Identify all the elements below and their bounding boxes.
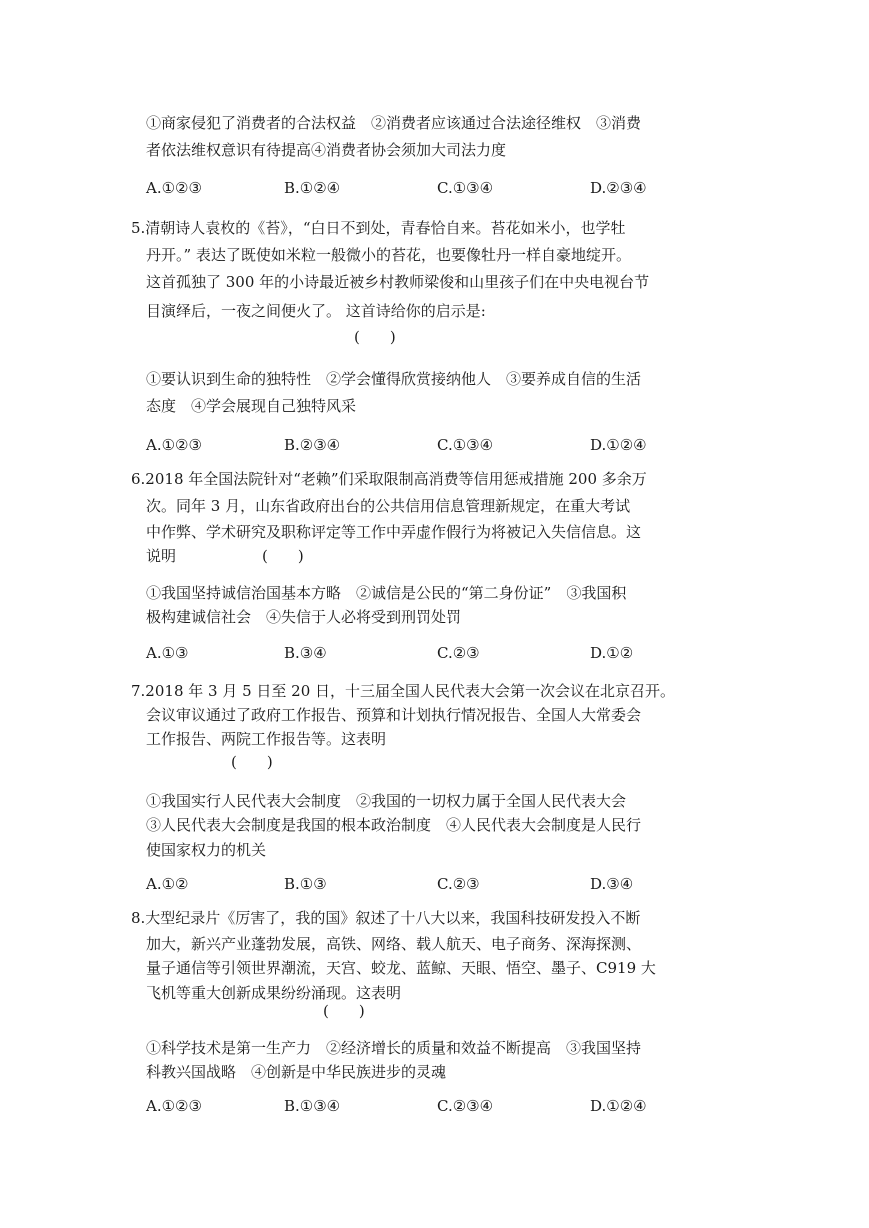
q5-stem-line-4: 目演绎后，一夜之间便火了。 这首诗给你的启示是: — [146, 302, 486, 320]
q6-statement-line-1: ①我国坚持诚信治国基本方略 ②诚信是公民的“第二身份证” ③我国积 — [146, 584, 627, 602]
q4-option-d[interactable]: D.②③④ — [590, 179, 647, 197]
q6-option-b[interactable]: B.③④ — [284, 644, 327, 662]
q7-statement-line-1: ①我国实行人民代表大会制度 ②我国的一切权力属于全国人民代表大会 — [146, 792, 627, 810]
q4-statement-line-1: ①商家侵犯了消费者的合法权益 ②消费者应该通过合法途径维权 ③消费 — [146, 114, 642, 132]
q8-statement-line-1: ①科学技术是第一生产力 ②经济增长的质量和效益不断提高 ③我国坚持 — [146, 1039, 642, 1057]
q8-stem-line-1: 8.大型纪录片《厉害了，我的国》叙述了十八大以来，我国科技研发投入不断 — [131, 909, 641, 927]
q6-stem-line-4: 说明 — [146, 547, 177, 565]
q8-option-c[interactable]: C.②③④ — [437, 1097, 494, 1115]
q4-option-a[interactable]: A.①②③ — [146, 179, 202, 197]
q6-stem-line-2: 次。同年 3 月，山东省政府出台的公共信用信息管理新规定，在重大考试 — [146, 497, 631, 515]
q5-option-c[interactable]: C.①③④ — [437, 436, 494, 454]
q4-option-c[interactable]: C.①③④ — [437, 179, 494, 197]
q6-statement-line-2: 极构建诚信社会 ④失信于人必将受到刑罚处罚 — [146, 608, 462, 626]
q7-stem-line-2: 会议审议通过了政府工作报告、预算和计划执行情况报告、全国人大常委会 — [146, 706, 642, 724]
q8-option-b[interactable]: B.①③④ — [284, 1097, 341, 1115]
q7-option-c[interactable]: C.②③ — [437, 875, 480, 893]
q7-statement-line-3: 使国家权力的机关 — [146, 841, 267, 859]
q5-statement-line-1: ①要认识到生命的独特性 ②学会懂得欣赏接纳他人 ③要养成自信的生活 — [146, 370, 642, 388]
q8-statement-line-2: 科教兴国战略 ④创新是中华民族进步的灵魂 — [146, 1063, 447, 1081]
q4-option-b[interactable]: B.①②④ — [284, 179, 341, 197]
q6-option-a[interactable]: A.①③ — [146, 644, 189, 662]
q5-option-d[interactable]: D.①②④ — [590, 436, 647, 454]
q7-statement-line-2: ③人民代表大会制度是我国的根本政治制度 ④人民代表大会制度是人民行 — [146, 816, 642, 834]
q8-stem-line-2: 加大，新兴产业蓬勃发展，高铁、网络、载人航天、电子商务、深海探测、 — [146, 935, 642, 953]
q7-answer-bracket: ( ) — [231, 753, 273, 771]
q7-stem-line-3: 工作报告、两院工作报告等。这表明 — [146, 730, 387, 748]
q7-option-d[interactable]: D.③④ — [590, 875, 634, 893]
q8-option-d[interactable]: D.①②④ — [590, 1097, 647, 1115]
q7-option-b[interactable]: B.①③ — [284, 875, 327, 893]
q7-option-a[interactable]: A.①② — [146, 875, 189, 893]
q6-stem-line-1: 6.2018 年全国法院针对“老赖”们采取限制高消费等信用惩戒措施 200 多余万 — [131, 470, 647, 488]
q5-stem-line-2: 丹开。” 表达了既使如米粒一般微小的苔花，也要像牡丹一样自豪地绽开。 — [146, 246, 631, 264]
q8-stem-line-4: 飞机等重大创新成果纷纷涌现。这表明 — [146, 984, 402, 1002]
q6-option-c[interactable]: C.②③ — [437, 644, 480, 662]
q8-stem-line-3: 量子通信等引领世界潮流，天宫、蛟龙、蓝鲸、天眼、悟空、墨子、C919 大 — [146, 959, 656, 977]
q5-stem-line-3: 这首孤独了 300 年的小诗最近被乡村教师梁俊和山里孩子们在中央电视台节 — [146, 273, 650, 291]
q5-statement-line-2: 态度 ④学会展现自己独特风采 — [146, 397, 357, 415]
q7-stem-line-1: 7.2018 年 3 月 5 日至 20 日，十三届全国人民代表大会第一次会议在北京召开。 — [131, 682, 676, 700]
q5-option-b[interactable]: B.②③④ — [284, 436, 341, 454]
q6-answer-bracket: ( ) — [262, 547, 304, 565]
q5-stem-line-1: 5.清朝诗人袁枚的《苔》，“白日不到处，青春恰自来。苔花如米小，也学牡 — [131, 219, 626, 237]
q4-statement-line-2: 者依法维权意识有待提高④消费者协会须加大司法力度 — [146, 141, 507, 159]
q5-option-a[interactable]: A.①②③ — [146, 436, 202, 454]
q6-option-d[interactable]: D.①② — [590, 644, 634, 662]
q8-option-a[interactable]: A.①②③ — [146, 1097, 202, 1115]
q8-answer-bracket: ( ) — [323, 1002, 365, 1020]
q6-stem-line-3: 中作弊、学术研究及职称评定等工作中弄虚作假行为将被记入失信信息。这 — [146, 523, 642, 541]
q5-answer-bracket: ( ) — [354, 328, 396, 346]
